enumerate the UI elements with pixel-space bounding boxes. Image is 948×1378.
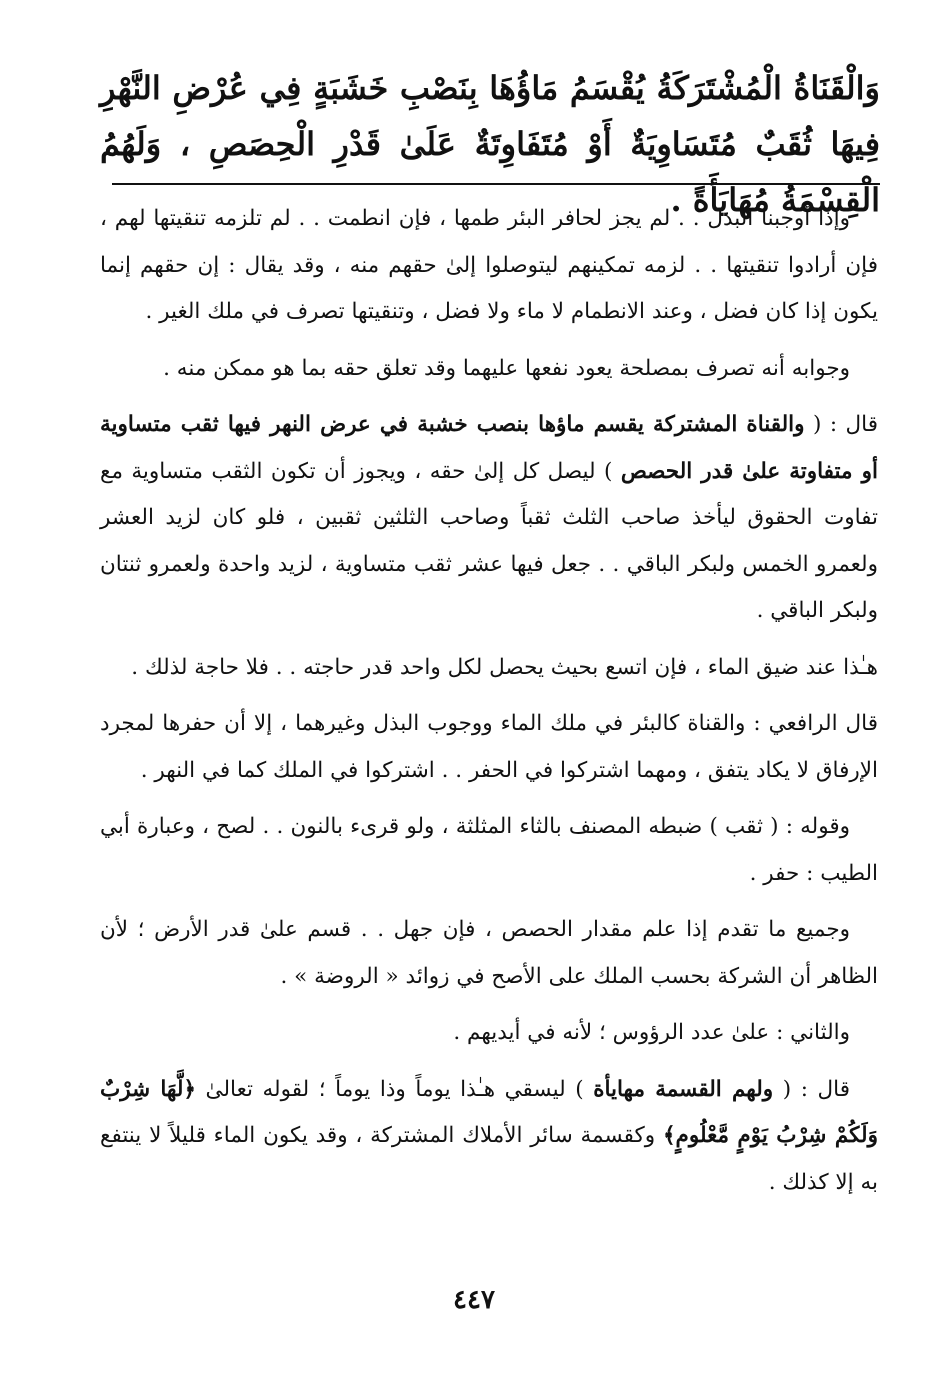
quoted-matn-2: ولهم القسمة مهايأة	[593, 1076, 774, 1102]
qala-opening-2: قال : (	[773, 1076, 850, 1102]
commentary-paragraph-9-rest: وكقسمة سائر الأملاك المشتركة ، وقد يكون الماء قليلاً لا ينتفع به إلا كذلك .	[100, 1123, 878, 1195]
commentary-paragraph-1: وإذا أوجبنا البذل . . لم يجز لحافر البئر طمها ، فإن انطمت . . لم تلزمه تنقيتها لهم ، فإن أرادوا تنقيتها . . لزمه تمكينهم ليتوصلوا إلىٰ حقهم منه ، وقد يقال : إن حقهم إنما يكون إذا كان فضل ، وعند الانطمام لا ماء ولا فضل ، وتنقيتها تصرف في ملك الغير .	[100, 206, 878, 324]
commentary-paragraph-9-mid: ) ليسقي هـٰذا يوماً وذا يوماً ؛ لقوله تعالىٰ	[195, 1076, 594, 1102]
matn-text: وَالْقَنَاةُ الْمُشْتَرَكَةُ يُقْسَمُ مَاؤُهَا بِنَصْبِ خَشَبَةٍ فِي عُرْضِ النَّهْرِ فِيهَا ثُقَبٌ مُتَسَاوِيَةٌ أَوْ مُتَفَاوِتَةٌ عَلَىٰ قَدْرِ الْحِصَصِ ، وَلَهُمُ الْقِسْمَةُ مُهَايَأَةً .	[100, 69, 881, 219]
commentary-paragraph-8: والثاني : علىٰ عدد الرؤوس ؛ لأنه في أيديهم .	[453, 1020, 850, 1045]
commentary-paragraph-5: قال الرافعي : والقناة كالبئر في ملك الماء ووجوب البذل وغيرهما ، إلا أن حفرها لمجرد الإرفاق لا يكاد يتفق ، ومهما اشتركوا في الحفر . . اشتركوا في الملك كما في النهر .	[100, 711, 878, 783]
separator-line	[112, 183, 880, 185]
commentary	[100, 196, 878, 1216]
commentary-paragraph-6: وقوله : ( ثقب ) ضبطه المصنف بالثاء المثلثة ، ولو قرىء بالنون . . لصح ، وعبارة أبي الطيب : حفر .	[100, 814, 878, 886]
commentary-paragraph-7: وجميع ما تقدم إذا علم مقدار الحصص ، فإن جهل . . قسم علىٰ قدر الأرض ؛ لأن الظاهر أن الشركة بحسب الملك على الأصح في زوائد « الروضة » .	[100, 917, 878, 989]
commentary-paragraph-3	[100, 402, 878, 635]
quoted-matn-1: والقناة المشتركة يقسم ماؤها بنصب خشبة في عرض النهر فيها ثقب متساوية أو متفاوتة علىٰ قدر الحصص	[100, 412, 878, 484]
commentary-paragraph-4: هـٰذا عند ضيق الماء ، فإن اتسع بحيث يحصل لكل واحد قدر حاجته . . فلا حاجة لذلك .	[131, 654, 878, 680]
commentary-paragraph-9	[100, 1067, 878, 1207]
commentary-paragraph-3-rest: ) ليصل كل إلىٰ حقه ، ويجوز أن تكون الثقب متساوية مع تفاوت الحقوق ليأخذ صاحب الثلث ثقباً وصاحب الثلثين ثقبين ، فلو كان لزيد العشر ولعمرو الخمس ولبكر الباقي . . جعل فيها عشر ثقب متساوية ، لزيد واحدة ولعمرو ثنتان ولبكر الباقي .	[100, 458, 878, 623]
page-number: ٤٤٧	[453, 1285, 495, 1315]
qala-opening: قال : (	[804, 412, 878, 437]
quran-verse: ﴿لَّهَا شِرْبٌ وَلَكُمْ شِرْبُ يَوْمٍ مَّعْلُومٍ﴾	[100, 1076, 878, 1148]
commentary-paragraph-2: وجوابه أنه تصرف بمصلحة يعود نفعها عليهما وقد تعلق حقه بما هو ممكن منه .	[163, 355, 850, 381]
